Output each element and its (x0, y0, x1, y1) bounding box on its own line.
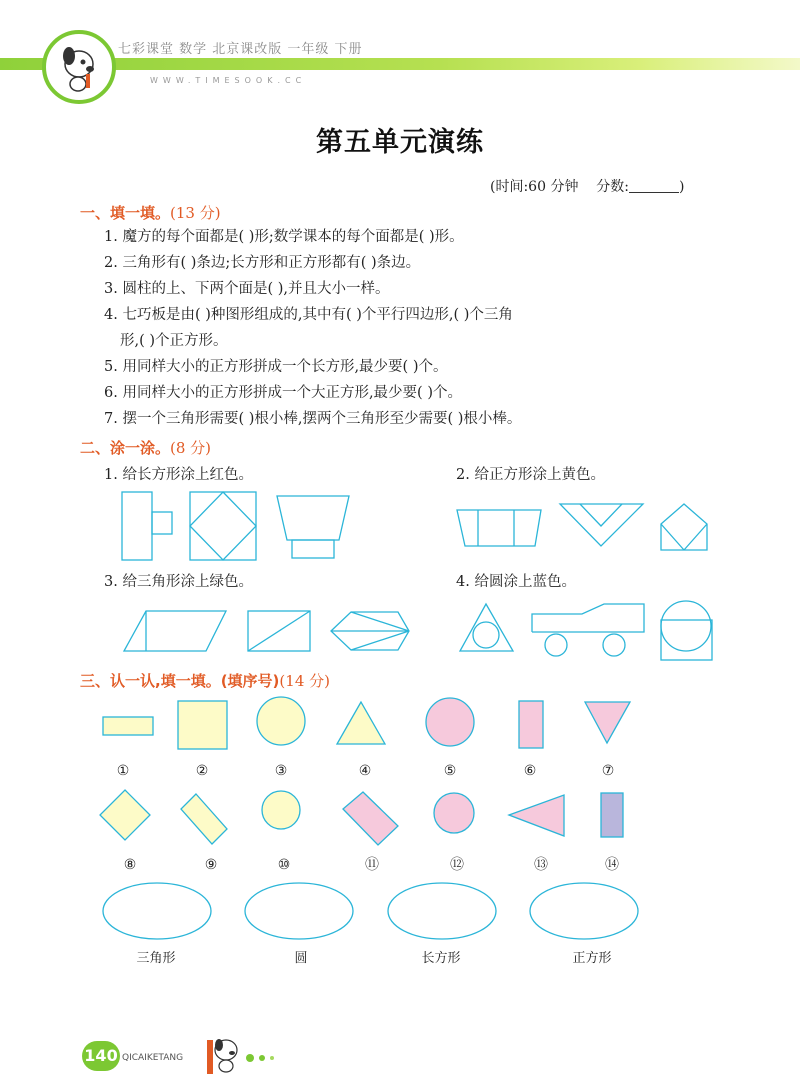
label-4: ④ (358, 763, 372, 779)
answer-oval-square[interactable] (530, 883, 638, 939)
shape-6-rectangle[interactable] (519, 701, 543, 748)
shape-10-circle[interactable] (262, 791, 300, 829)
label-5: ⑤ (443, 763, 457, 779)
question-3: 3. 圆柱的上、下两个面是( ),并且大小一样。 (104, 281, 390, 297)
shape-14-rectangle[interactable] (601, 793, 623, 837)
shape-3-circle[interactable] (257, 697, 305, 745)
task4-truck[interactable] (532, 604, 644, 656)
answer-oval-circle[interactable] (245, 883, 353, 939)
shape-1-rectangle[interactable] (103, 717, 153, 735)
label-1: ① (116, 763, 130, 779)
footer-dots-icon (246, 1054, 274, 1062)
question-1: 1. 魔方的每个面都是( )形;数学课本的每个面都是( )形。 (104, 229, 464, 245)
task2-house-shape[interactable] (661, 504, 707, 550)
shape-2-square[interactable] (178, 701, 227, 749)
question-4: 4. 七巧板是由( )种图形组成的,其中有( )个平行四边形,( )个三角 (104, 307, 513, 323)
timing-close: ) (678, 179, 685, 195)
label-8: ⑧ (123, 857, 137, 873)
task1-rect-with-tab[interactable] (122, 492, 172, 560)
task2-inverted-triangle[interactable] (560, 504, 643, 546)
question-5: 5. 用同样大小的正方形拼成一个长方形,最少要( )个。 (104, 359, 448, 375)
question-2: 2. 三角形有( )条边;长方形和正方形都有( )条边。 (104, 255, 421, 271)
category-triangle: 三角形 (136, 951, 176, 966)
question-6: 6. 用同样大小的正方形拼成一个大正方形,最少要( )个。 (104, 385, 462, 401)
shape-8-square[interactable] (100, 790, 150, 840)
label-9: ⑨ (204, 857, 218, 873)
section2-title: 二、涂一涂。 (80, 439, 171, 457)
task-4: 4. 给圆涂上蓝色。 (456, 574, 576, 590)
task-1: 1. 给长方形涂上红色。 (104, 467, 253, 483)
task3-hexagon[interactable] (331, 612, 409, 650)
task4-triangle-with-circle[interactable] (460, 604, 513, 651)
page-number: 140 (82, 1041, 120, 1071)
section3-title: 三、认一认,填一填。(填序号) (80, 672, 280, 690)
question-4-continued: 形,( )个正方形。 (120, 333, 228, 349)
task1-trapezoid-with-rect[interactable] (277, 496, 349, 558)
label-10: ⑩ (277, 857, 291, 873)
task1-square-with-diamond[interactable] (190, 492, 256, 560)
page-title: 第五单元演练 (316, 127, 484, 158)
footer-mascot-icon (207, 1039, 237, 1074)
shape-13-triangle[interactable] (509, 795, 564, 836)
task2-trapezoid-with-square[interactable] (457, 510, 541, 546)
task3-parallelogram[interactable] (124, 611, 226, 651)
header-url: WWW.TIMESOOK.CC (150, 76, 307, 85)
task-2: 2. 给正方形涂上黄色。 (456, 467, 605, 483)
answer-oval-triangle[interactable] (103, 883, 211, 939)
shape-4-triangle[interactable] (337, 702, 385, 744)
section2-points: (8 分) (170, 439, 212, 457)
question-7: 7. 摆一个三角形需要( )根小棒,摆两个三角形至少需要( )根小棒。 (104, 411, 522, 427)
label-14: ⑭ (605, 857, 619, 873)
time-limit: (时间:60 分钟 (490, 179, 579, 195)
shape-12-circle[interactable] (434, 793, 474, 833)
shape-11-rectangle[interactable] (343, 792, 398, 845)
task4-circle-in-square[interactable] (661, 601, 712, 660)
task3-rectangle-with-diagonal[interactable] (248, 611, 310, 651)
section1-points: (13 分) (170, 204, 221, 222)
task-3: 3. 给三角形涂上绿色。 (104, 574, 253, 590)
section3-heading (80, 670, 330, 691)
score-label: 分数: (596, 179, 629, 195)
label-3: ③ (274, 763, 288, 779)
section3-points: (14 分) (279, 672, 330, 690)
label-2: ② (195, 763, 209, 779)
category-circle: 圆 (294, 951, 308, 966)
shape-5-circle[interactable] (426, 698, 474, 746)
label-12: ⑫ (450, 857, 464, 873)
label-13: ⑬ (534, 857, 548, 873)
section1-title: 一、填一填。 (80, 204, 171, 222)
series-title: 七彩课堂 数学 北京课改版 一年级 下册 (118, 42, 363, 57)
label-6: ⑥ (523, 763, 537, 779)
footer-brand: QICAIKETANG (122, 1053, 184, 1063)
category-square: 正方形 (572, 951, 612, 966)
label-7: ⑦ (601, 763, 615, 779)
answer-oval-rectangle[interactable] (388, 883, 496, 939)
label-11: ⑪ (365, 857, 379, 873)
category-rectangle: 长方形 (421, 951, 461, 966)
shape-7-triangle[interactable] (585, 702, 630, 743)
shape-9-rectangle[interactable] (181, 794, 227, 844)
